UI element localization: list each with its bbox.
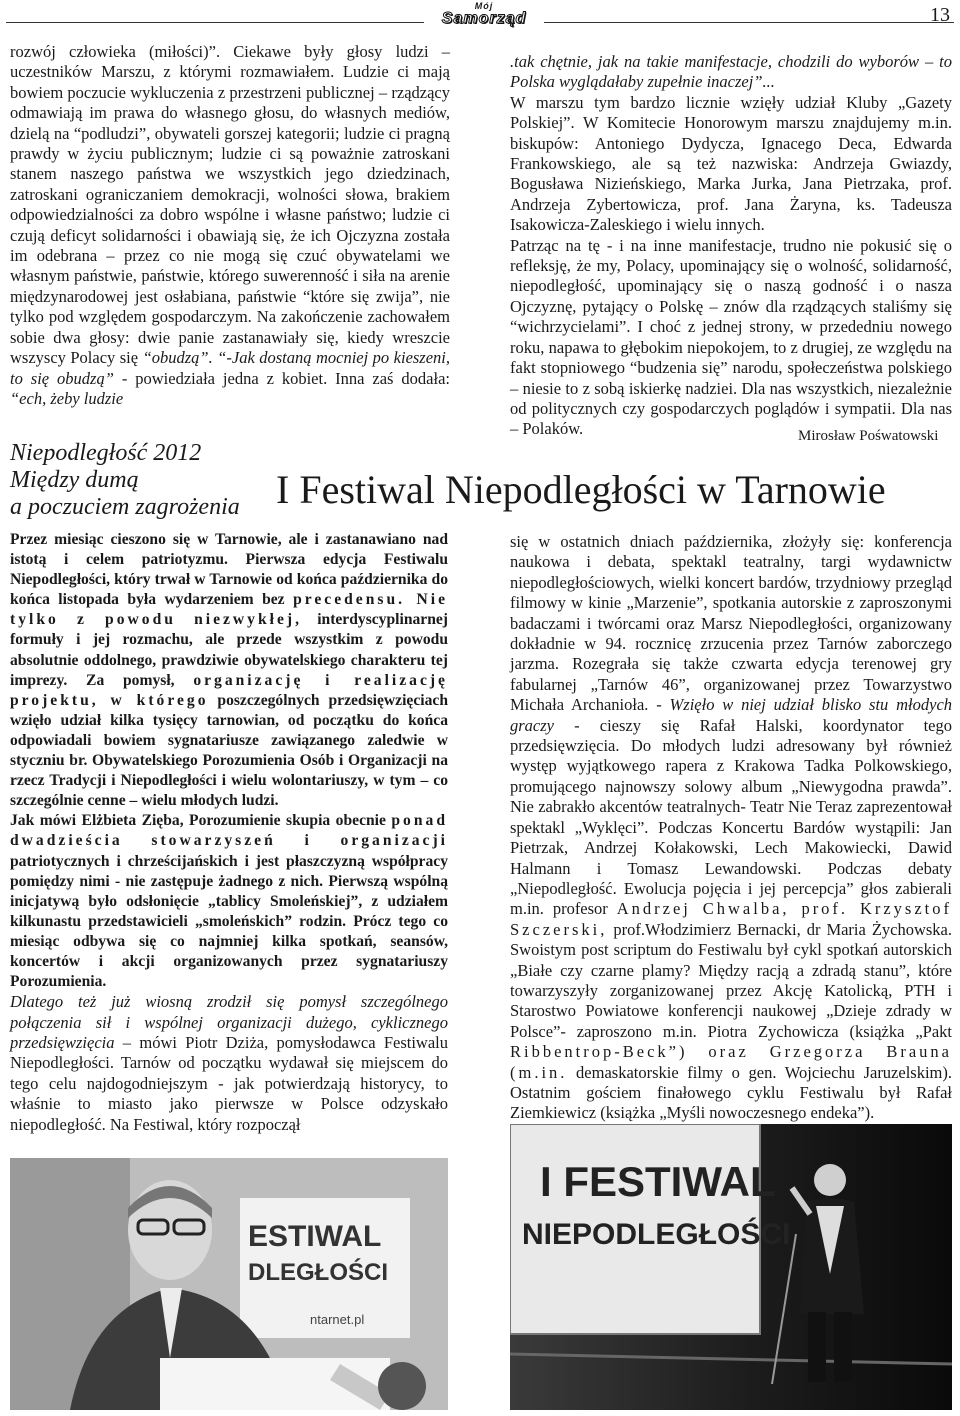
paragraph: Dlatego też już wiosną zrodził się pomysł szczególnego połączenia sił i wspólnej organizacji dużego, cyklicznego przedsięwzięcia – mówi Piotr Dziża, pomysłodawca Festiwalu Niepodległości. Tarnów od początku wydawał się miejscem do tego celu najdogodniejszym - jak potwierdzają historycy, to właśnie to miasto jako pierwsze w Polsce odzyskało niepodległość. Na Festiwal, który rozpoczął xyxy=(10,992,448,1134)
paragraph: się w ostatnich dniach października, złożyły się: konferencja naukowa i debata, spektakl teatralny, targi wydawnictw niepodległościowych, wielki koncert bardów, trzydniowy przegląd filmowy w kinie „Marzenie”, spotkania autorskie z zaproszonymi badaczami i twórcami oraz Marsz Niepodległości, organizowany dokładnie w 94. rocznicę zrzucenia przez Tarnów zaborczego jarzma. Rozegrała się także czwarta edycja terenowej gry fabularnej „Tarnów 46”, organizowanej przez Towarzystwo Michała Archanioła. - Wzięło w niej udział blisko stu młodych graczy - cieszy się Rafał Halski, koordynator tego przedsięwzięcia. Do młodych ludzi adresowany był również występ wyjątkowego rapera z Krakowa Tadka Polkowskiego, promującego najnowszy solowy album „Niewygodna prawda”. Nie zabrakło akcentów teatralnych- Teatr Nie Teraz zaprezentował spektakl „Wyklęci”. Podczas Koncertu Bardów wystąpili: Jan Pietrzak, Andrzej Kołakowski, Lech Makowiecki, Dawid Halmann i Tomasz Lewandowski. Podczas debaty „Niepodległość. Ewolucja pojęcia i jej percepcja” głos zabierali m.in. profesor Andrzej Chwalba, prof. Krzysztof Szczerski, prof.Włodzimierz Bernacki, dr Maria Żychowska. Swoistym post scriptum do Festiwalu był cykl spotkań autorskich „Białe czy czarne plamy? Między racją a zdradą stanu”, które towarzyszyły zorganizowanej przez Akcję Katolicką, PTH i Starostwo Powiatowe konferencji naukowej „Dzieje zdrady w Polsce”- zaproszono m.in. Piotra Zychowicza (książka „Pakt Ribbentrop-Beck”) oraz Grzegorza Brauna (m.in. demaskatorskie filmy o gen. Wojciechu Jaruzelskim). Ostatnim gościem finałowego cyklu Festiwalu był Rafał Ziemkiewicz (książka „Myśli nowoczesnego endeka”). xyxy=(510,532,953,1123)
article-kicker: Niepodległość 2012 Między dumą a poczuciem zagrożenia xyxy=(10,440,240,520)
page-number: 13 xyxy=(930,4,950,26)
signing-photo xyxy=(10,1158,448,1410)
article-headline: I Festiwal Niepodległości w Tarnowie xyxy=(276,467,886,512)
stage-photo xyxy=(510,1124,952,1410)
article-left-column xyxy=(10,530,448,1135)
paragraph: Patrząc na tę - i na inne manifestacje, trudno nie pokusić się o refleksję, że my, Polacy, upominający się o wolność, solidarność, niepodległość, upominający się o naszą godność i o nasza Ojczyznę, pytający o Polskę – znów dla rządzących staliśmy się “wichrzycielami”. I choć z jednej strony, w przededniu nowego roku, napawa to głębokim niepokojem, to z drugiej, ze względu na fakt stopniowego “budzenia się” narodu, społeczeństwa polskiego – niesie to z sobą iskierkę nadziei. Dla nas wszystkich, niezależnie od politycznych czy gospodarczych poglądów i sympatii. Dla nas – Polaków. xyxy=(510,235,952,439)
right-top-column xyxy=(510,52,952,440)
left-top-column xyxy=(10,42,450,409)
author-signature: Mirosław Pośwatowski xyxy=(798,428,939,444)
signing-photo-illustration xyxy=(10,1158,448,1410)
lead-paragraph: Jak mówi Elżbieta Zięba, Porozumienie skupia obecnie ponad dwadzieścia stowarzyszeń i organizacji patriotycznych i chrześcijańskich i jest płaszczyzną współpracy pomiędzy nimi - nie zastępuje żadnego z nich. Pierwszą wspólną inicjatywą było odsłonięcie „tablicy Smoleńskiej”, z udziałem kilkunastu przedstawicieli „smoleńskich” rodzin. Prócz tego co miesiąc odbywa się co najmniej kilka spotkań, seansów, koncertów i akcji organizowanych przez sygnatariuszy Porozumienia. xyxy=(10,812,448,991)
continuation-quote: .tak chętnie, jak na takie manifestacje, chodzili do wyborów – to Polska wyglądałaby zupełnie inaczej”... xyxy=(510,52,952,92)
paragraph: rozwój człowieka (miłości)”. Ciekawe były głosy ludzi – uczestników Marszu, z którymi rozmawiałem. Ludzie ci mają bowiem poczucie wykluczenia z przestrzeni publicznej – rządzący odmawiają im prawa do własnego głosu, do własnych mediów, dzielą na “podludzi”, obywateli gorszej kategorii; ludzie ci pragną prawdy w życiu publicznym; ludzie ci są poważnie zatroskani stanem naszego państwa we wszystkich jego dziedzinach, zatroskani ograniczaniem demokracji, wolności słowa, brakiem odpowiedzialności za dobro wspólne i własne państwo; ludzie ci czują deficyt solidarności i obawiają się, że ich Ojczyzna została im odebrana – przez co nie mogą się czuć obywatelami we własnym państwie, państwie, którego suwerenność i siła na arenie międzynarodowej jest osłabiana, państwie “które się zwija”, nie tylko pod względem gospodarczym. Na zakończenie zachowałem sobie dwa głosy: dwie panie zastanawiały się, kiedy wreszcie wszyscy Polacy się “obudzą”. “-Jak dostaną mocniej po kieszeni, to się obudzą” - powiedziała jedna z kobiet. Inna zaś dodała: “ech, żeby ludzie xyxy=(10,42,451,408)
paragraph: W marszu tym bardzo licznie wzięły udział Kluby „Gazety Polskiej”. W Komitecie Honorowym marszu znajdujemy m.in. biskupów: Antoniego Dydycza, Ignacego Deca, Edwarda Frankowskiego, ale są też nazwiska: Andrzeja Gwiazdy, Bogusława Nizieńskiego, Marka Jurka, Jana Pietrzaka, prof. Andrzeja Zybertowicza, prof. Jana Żaryna, ks. Tadeusza Isakowicza-Zaleskiego i wielu innych. xyxy=(510,92,952,235)
magazine-logo: Mój Samorząd xyxy=(424,2,544,28)
signing-banner-url: ntarnet.pl xyxy=(310,1312,365,1327)
lead-paragraph: Przez miesiąc cieszono się w Tarnowie, ale i zastanawiano nad istotą i celem patriotyzmu. Pierwsza edycja Festiwalu Niepodległości, który trwał w Tarnowie od końca października do końca listopada była wydarzeniem bez precedensu. Nie tylko z powodu niezwykłej, interdyscyplinarnej formuły i jej rozmachu, ale przede wszystkim z powodu absolutnie oddolnego, prawdziwie obywatelskiego charakteru tej imprezy. Za pomysł, organizację i realizację projektu, w którego poszczególnych przedsięwzięciach wzięło udział kilka tysięcy tarnowian, od początku do końca odpowiadali bowiem sygnatariusze zawiązanego zaledwie w styczniu br. Obywatelskiego Porozumienia Osób i Organizacji na rzecz Tradycji i Niepodległości i wielu wolontariuszy, w tym – co szczególnie cenne – wielu młodych ludzi. xyxy=(10,531,448,810)
signing-banner-subtitle: DLEGŁOŚCI xyxy=(248,1259,389,1286)
article-right-column xyxy=(510,532,952,1124)
signing-banner-title: ESTIWAL xyxy=(248,1220,382,1253)
stage-banner-subtitle: NIEPODLEGŁOŚCI xyxy=(522,1218,791,1251)
stage-banner-title: I FESTIWAL xyxy=(540,1158,776,1205)
page-header xyxy=(0,0,960,30)
stage-photo-illustration xyxy=(510,1124,952,1410)
